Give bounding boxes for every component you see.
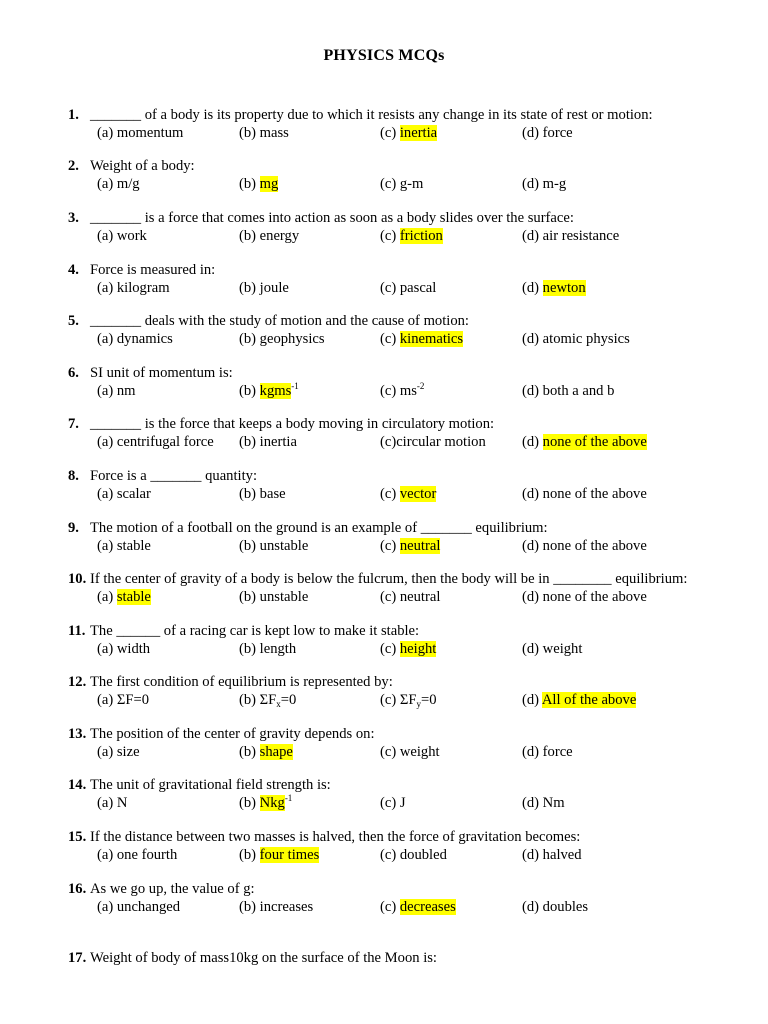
option-letter: (c) <box>380 176 400 192</box>
question-stem <box>68 364 758 382</box>
option-b <box>239 588 308 606</box>
question-text: _______ of a body is its property due to which it resists any change in its state of rest or motion: <box>90 107 653 123</box>
option-letter: (c) <box>380 280 400 296</box>
question-9 <box>68 519 758 555</box>
option-letter: (a) <box>97 744 117 760</box>
question-7 <box>68 415 758 451</box>
question-text: _______ is the force that keeps a body moving in circulatory motion: <box>90 416 495 432</box>
question-3 <box>68 209 758 245</box>
option-text: ΣF <box>259 692 277 708</box>
option-letter: (c) <box>380 899 400 915</box>
option-letter: (b) <box>239 383 260 399</box>
option-b <box>239 640 296 658</box>
option-letter: (b) <box>239 125 260 141</box>
options-row <box>68 433 758 451</box>
option-text: N <box>116 795 128 811</box>
option-text: one fourth <box>116 847 178 863</box>
option-letter: (a) <box>97 795 117 811</box>
option-text: increases <box>259 899 314 915</box>
option-letter: (a) <box>97 847 117 863</box>
question-15 <box>68 828 758 864</box>
options-row <box>68 640 758 658</box>
option-text: momentum <box>116 125 184 141</box>
option-letter: (d) <box>522 331 543 347</box>
options-row <box>68 846 758 864</box>
option-letter: (d) <box>522 899 543 915</box>
option-letter: (d) <box>522 538 543 554</box>
question-text: The unit of gravitational field strength is: <box>90 777 331 793</box>
question-stem <box>68 467 758 485</box>
superscript: -1 <box>291 381 299 391</box>
option-c <box>380 433 486 451</box>
option-c <box>380 382 424 400</box>
option-letter: (b) <box>239 434 260 450</box>
option-text: pascal <box>399 280 437 296</box>
option-text: circular motion <box>396 434 486 450</box>
option-text: atomic physics <box>542 331 630 347</box>
question-stem <box>68 880 758 898</box>
option-letter: (a) <box>97 899 117 915</box>
question-number: 5. <box>68 313 79 329</box>
question-text: Force is a _______ quantity: <box>90 468 257 484</box>
question-text: SI unit of momentum is: <box>90 365 233 381</box>
option-text: centrifugal force <box>116 434 214 450</box>
option-text: g-m <box>399 176 424 192</box>
option-letter: (b) <box>239 280 260 296</box>
option-a <box>97 640 150 658</box>
option-d <box>522 640 582 658</box>
question-12 <box>68 673 758 709</box>
correct-answer-highlight: stable <box>116 589 151 605</box>
option-letter: (a) <box>97 228 117 244</box>
option-text: mass <box>259 125 289 141</box>
correct-answer-highlight: height <box>399 641 437 657</box>
option-c <box>380 794 406 812</box>
option-letter: (b) <box>239 589 260 605</box>
question-text: The motion of a football on the ground is an example of _______ equilibrium: <box>90 520 548 536</box>
option-letter: (d) <box>522 176 543 192</box>
option-b <box>239 227 299 245</box>
option-letter: (b) <box>239 486 260 502</box>
option-text: m-g <box>542 176 567 192</box>
question-stem <box>68 622 758 640</box>
option-a <box>97 382 136 400</box>
question-text: The ______ of a racing car is kept low to make it stable: <box>90 623 420 639</box>
option-a <box>97 691 149 709</box>
option-letter: (b) <box>239 331 260 347</box>
question-stem <box>68 415 758 433</box>
question-text: As we go up, the value of g: <box>90 881 255 897</box>
question-text: Force is measured in: <box>90 262 216 278</box>
question-stem <box>68 209 758 227</box>
correct-answer-highlight: shape <box>259 744 293 760</box>
page-title: PHYSICS MCQs <box>323 47 445 64</box>
option-d <box>522 124 573 142</box>
option-a <box>97 794 127 812</box>
question-stem <box>68 519 758 537</box>
option-a <box>97 743 140 761</box>
option-letter: (a) <box>97 176 117 192</box>
superscript: -1 <box>284 793 293 803</box>
option-text: scalar <box>116 486 151 502</box>
option-text: neutral <box>399 589 441 605</box>
options-row <box>68 227 758 245</box>
option-letter: (a) <box>97 125 117 141</box>
question-text: _______ deals with the study of motion and the cause of motion: <box>90 313 469 329</box>
option-letter: (b) <box>239 847 260 863</box>
option-text: base <box>259 486 286 502</box>
option-d <box>522 846 582 864</box>
option-letter: (d) <box>522 434 543 450</box>
question-number: 9. <box>68 520 79 536</box>
option-letter: (d) <box>522 228 543 244</box>
option-b <box>239 898 313 916</box>
option-letter: (c) <box>380 847 400 863</box>
option-a <box>97 279 170 297</box>
question-stem <box>68 725 758 743</box>
option-text: ΣF=0 <box>116 692 149 708</box>
option-c <box>380 175 423 193</box>
option-text-suffix: =0 <box>420 692 437 708</box>
subscript: y <box>416 699 421 709</box>
option-c <box>380 691 437 709</box>
correct-answer-highlight: kinematics <box>399 331 464 347</box>
option-text: J <box>399 795 406 811</box>
question-2 <box>68 157 758 193</box>
question-text: If the distance between two masses is halved, then the force of gravitation becomes: <box>90 829 581 845</box>
option-b <box>239 330 325 348</box>
correct-answer-highlight: neutral <box>399 538 441 554</box>
option-letter: (b) <box>239 176 260 192</box>
options-row <box>68 537 758 555</box>
question-number: 7. <box>68 416 79 432</box>
option-letter: (b) <box>239 899 260 915</box>
options-row <box>68 588 758 606</box>
option-letter: (a) <box>97 486 117 502</box>
option-a <box>97 175 140 193</box>
question-stem <box>68 570 758 588</box>
option-a <box>97 588 151 606</box>
question-number: 15. <box>68 829 87 845</box>
option-d <box>522 691 636 709</box>
question-text: Weight of a body: <box>90 158 195 174</box>
option-letter: (b) <box>239 538 260 554</box>
option-d <box>522 382 614 400</box>
option-letter: (d) <box>522 847 543 863</box>
option-letter: (c) <box>380 125 400 141</box>
option-text: force <box>542 744 573 760</box>
correct-answer-highlight: none of the above <box>542 434 647 450</box>
option-c <box>380 588 440 606</box>
option-letter: (d) <box>522 641 543 657</box>
option-letter: (c) <box>380 228 400 244</box>
options-row <box>68 743 758 761</box>
question-text: The position of the center of gravity depends on: <box>90 726 375 742</box>
option-d <box>522 330 630 348</box>
option-text: ΣF <box>399 692 417 708</box>
option-c <box>380 743 440 761</box>
option-letter: (d) <box>522 486 543 502</box>
question-text: Weight of body of mass10kg on the surface of the Moon is: <box>90 950 437 966</box>
option-text: nm <box>116 383 136 399</box>
option-text: length <box>259 641 297 657</box>
option-a <box>97 433 214 451</box>
option-letter: (b) <box>239 641 260 657</box>
option-b <box>239 691 296 709</box>
option-a <box>97 898 180 916</box>
correct-answer-highlight: vector <box>399 486 437 502</box>
question-10 <box>68 570 758 606</box>
question-stem <box>68 261 758 279</box>
option-b <box>239 743 293 761</box>
question-13 <box>68 725 758 761</box>
option-letter: (c) <box>380 383 400 399</box>
option-text: air resistance <box>542 228 620 244</box>
option-text: unstable <box>259 538 309 554</box>
option-text: stable <box>116 538 151 554</box>
option-b <box>239 485 286 503</box>
question-text: If the center of gravity of a body is below the fulcrum, then the body will be in ________ equilibrium: <box>90 571 688 587</box>
option-text: doubles <box>542 899 589 915</box>
options-row <box>68 485 758 503</box>
superscript: -2 <box>416 381 425 391</box>
option-a <box>97 227 147 245</box>
question-text: _______ is a force that comes into action as soon as a body slides over the surface: <box>90 210 574 226</box>
option-letter: (c) <box>380 692 400 708</box>
options-row <box>68 175 758 193</box>
question-stem <box>68 776 758 794</box>
question-stem <box>68 949 758 967</box>
question-stem <box>68 312 758 330</box>
question-11 <box>68 622 758 658</box>
options-row <box>68 794 758 812</box>
option-b <box>239 846 319 864</box>
option-b <box>239 433 297 451</box>
correct-answer-highlight: kgms <box>259 383 292 399</box>
option-a <box>97 330 173 348</box>
option-d <box>522 743 573 761</box>
option-a <box>97 124 183 142</box>
option-letter: (c) <box>380 589 400 605</box>
option-letter: (c) <box>380 331 400 347</box>
question-number: 13. <box>68 726 87 742</box>
options-row <box>68 279 758 297</box>
option-d <box>522 485 647 503</box>
question-number: 4. <box>68 262 79 278</box>
question-17 <box>68 949 758 967</box>
option-c <box>380 124 437 142</box>
option-d <box>522 175 566 193</box>
option-text: doubled <box>399 847 447 863</box>
subscript: x <box>276 699 281 709</box>
options-row <box>68 691 758 709</box>
option-text: ms <box>399 383 417 399</box>
question-number: 10. <box>68 571 87 587</box>
option-b <box>239 794 292 812</box>
option-c <box>380 279 436 297</box>
option-text-suffix: =0 <box>280 692 297 708</box>
question-8 <box>68 467 758 503</box>
options-row <box>68 382 758 400</box>
option-text: size <box>116 744 140 760</box>
option-letter: (a) <box>97 589 117 605</box>
question-text: The first condition of equilibrium is represented by: <box>90 674 393 690</box>
option-letter: (a) <box>97 641 117 657</box>
option-c <box>380 330 463 348</box>
option-letter: (a) <box>97 383 117 399</box>
question-6 <box>68 364 758 400</box>
option-d <box>522 537 647 555</box>
option-letter: (d) <box>522 383 543 399</box>
question-number: 1. <box>68 107 79 123</box>
question-number: 3. <box>68 210 79 226</box>
option-d <box>522 794 565 812</box>
option-text: weight <box>542 641 583 657</box>
question-number: 17. <box>68 950 87 966</box>
option-c <box>380 640 436 658</box>
option-text: width <box>116 641 151 657</box>
option-text: unchanged <box>116 899 181 915</box>
option-letter: (c) <box>380 486 400 502</box>
option-letter: (b) <box>239 744 260 760</box>
correct-answer-highlight: newton <box>542 280 586 296</box>
option-text: energy <box>259 228 300 244</box>
correct-answer-highlight: friction <box>399 228 443 244</box>
question-14 <box>68 776 758 812</box>
correct-answer-highlight: four times <box>259 847 320 863</box>
options-row <box>68 330 758 348</box>
option-text: both a and b <box>542 383 615 399</box>
option-text: none of the above <box>542 538 647 554</box>
option-b <box>239 279 289 297</box>
option-text: force <box>542 125 573 141</box>
option-text: work <box>116 228 147 244</box>
option-c <box>380 227 443 245</box>
option-text: geophysics <box>259 331 325 347</box>
option-text: kilogram <box>116 280 170 296</box>
option-letter: (b) <box>239 795 260 811</box>
option-d <box>522 227 619 245</box>
correct-answer-highlight: mg <box>259 176 279 192</box>
option-text: weight <box>399 744 440 760</box>
question-number: 6. <box>68 365 79 381</box>
option-letter: (c) <box>380 744 400 760</box>
option-a <box>97 485 151 503</box>
question-4 <box>68 261 758 297</box>
option-text: unstable <box>259 589 309 605</box>
option-b <box>239 537 308 555</box>
question-5 <box>68 312 758 348</box>
option-a <box>97 537 151 555</box>
question-number: 12. <box>68 674 87 690</box>
question-number: 14. <box>68 777 87 793</box>
question-number: 11. <box>68 623 86 639</box>
option-text: dynamics <box>116 331 173 347</box>
option-c <box>380 485 436 503</box>
question-stem <box>68 157 758 175</box>
option-letter: (c) <box>380 538 400 554</box>
question-1 <box>68 106 758 142</box>
option-text: halved <box>542 847 582 863</box>
option-text: Nm <box>542 795 565 811</box>
question-number: 2. <box>68 158 79 174</box>
options-row <box>68 124 758 142</box>
correct-answer-highlight: All of the above <box>541 692 637 708</box>
option-letter: (d) <box>522 744 543 760</box>
option-letter: (d) <box>522 280 543 296</box>
question-stem <box>68 106 758 124</box>
correct-answer-highlight: decreases <box>399 899 456 915</box>
option-letter: (d) <box>522 692 542 708</box>
option-letter: (a) <box>97 280 117 296</box>
option-text: none of the above <box>542 589 647 605</box>
correct-answer-highlight: inertia <box>399 125 438 141</box>
options-row <box>68 898 758 916</box>
option-b <box>239 382 299 400</box>
option-text: inertia <box>259 434 297 450</box>
question-16 <box>68 880 758 916</box>
option-letter: (b) <box>239 228 260 244</box>
option-letter: (b) <box>239 692 260 708</box>
option-text: joule <box>259 280 289 296</box>
question-number: 8. <box>68 468 79 484</box>
question-stem <box>68 673 758 691</box>
option-letter: (a) <box>97 434 117 450</box>
option-c <box>380 846 447 864</box>
option-d <box>522 898 588 916</box>
option-letter: (d) <box>522 795 543 811</box>
option-text: none of the above <box>542 486 647 502</box>
option-d <box>522 588 647 606</box>
question-stem <box>68 828 758 846</box>
option-letter: (d) <box>522 125 543 141</box>
correct-answer-highlight: Nkg <box>259 795 285 811</box>
option-c <box>380 537 440 555</box>
option-letter: (a) <box>97 692 117 708</box>
option-b <box>239 124 289 142</box>
option-text: m/g <box>116 176 140 192</box>
option-b <box>239 175 278 193</box>
option-d <box>522 433 647 451</box>
option-letter: (a) <box>97 538 117 554</box>
question-number: 16. <box>68 881 87 897</box>
option-letter: (a) <box>97 331 117 347</box>
option-letter: (c) <box>380 434 397 450</box>
option-letter: (c) <box>380 641 400 657</box>
option-a <box>97 846 177 864</box>
option-letter: (c) <box>380 795 400 811</box>
option-d <box>522 279 586 297</box>
option-letter: (d) <box>522 589 543 605</box>
option-c <box>380 898 456 916</box>
